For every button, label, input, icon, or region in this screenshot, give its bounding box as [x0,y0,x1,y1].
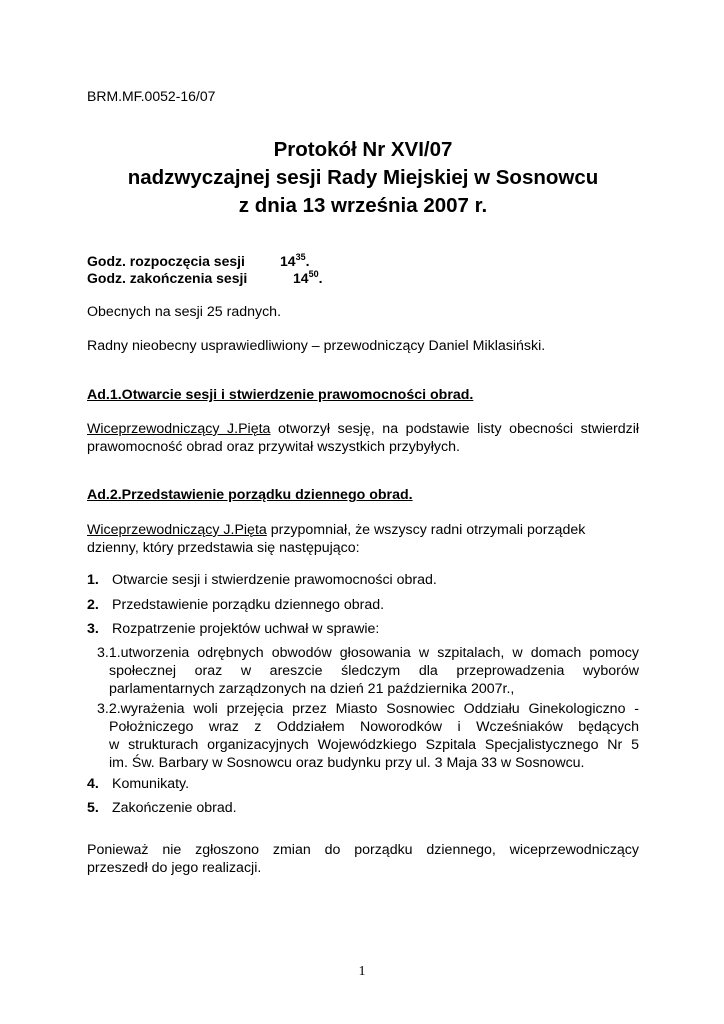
section2-heading: Ad.2.Przedstawienie porządku dziennego obrad. [87,487,413,503]
session-start-row [87,252,310,270]
title-line-1: Protokół Nr XVI/07 [273,138,453,161]
agenda-item-3: 3. Rozpatrzenie projektów uchwał w sprawie: [87,621,380,637]
agenda-item-4: 4. Komunikaty. [87,776,190,792]
page-number: 1 [358,964,366,979]
title-line-2: nadzwyczajnej sesji Rady Miejskiej w Sosnowcu [127,166,599,189]
session-start-label: Godz. rozpoczęcia sesji [87,253,245,269]
section1-heading: Ad.1.Otwarcie sesji i stwierdzenie prawomocności obrad. [87,387,474,403]
session-times [87,252,323,287]
agenda-subitem-3-2: 3.2.wyrażenia woli przejęcia przez Miasto Sosnowiec Oddziału Ginekologiczno - Położniczego wraz z Oddziałem Noworodków i Wcześniaków będących w strukturach organizacyjnych Wojewódzkiego Szpitala Specjalistycznego Nr 5 im. Św. Barbary w Sosnowcu oraz budynku przy ul. 3 Maja 33 w Sosnowcu. [97,701,639,771]
agenda-item-2: 2. Przedstawienie porządku dziennego obrad. [87,597,385,613]
section2-paragraph: Wiceprzewodniczący J.Pięta przypomniał, że wszyscy radni otrzymali porządek dzienny, który przedstawia się następująco: [87,522,586,556]
session-end-time: $14^{50}$. [293,269,323,286]
session-start-time: $14^{35}$. [280,252,310,269]
session-end-label: Godz. zakończenia sesji [87,270,248,286]
section1-speaker: Wiceprzewodniczący J.Pięta [87,421,271,437]
session-end-row [87,269,323,287]
agenda-subitem-3-1: 3.1.utworzenia odrębnych obwodów głosowania w szpitalach, w domach pomocy społecznej oraz w areszcie śledczym dla przeprowadzenia wyborów parlamentarnych zarządzonych na dzień 21 października 2007r., [97,645,639,697]
agenda-item-1: 1. Otwarcie sesji i stwierdzenie prawomocności obrad. [87,572,437,588]
document-title [87,136,639,220]
agenda-item-5: 5. Zakończenie obrad. [87,800,237,816]
section2-speaker: Wiceprzewodniczący J.Pięta [87,522,267,538]
attendance-text: Obecnych na sesji 25 radnych. [87,304,282,320]
absent-text: Radny nieobecny usprawiedliwiony – przewodniczący Daniel Miklasiński. [87,338,546,354]
closing-paragraph: Ponieważ nie zgłoszono zmian do porządku dziennego, wiceprzewodniczący przeszedł do jego realizacji. [87,842,639,876]
title-line-3: z dnia 13 września 2007 r. [238,194,488,217]
section1-paragraph: Wiceprzewodniczący J.Pięta otworzył sesję, na podstawie listy obecności stwierdził prawomocność obrad oraz przywitał wszystkich przybyłych. [87,421,639,455]
document-reference: BRM.MF.0052-16/07 [87,88,216,104]
